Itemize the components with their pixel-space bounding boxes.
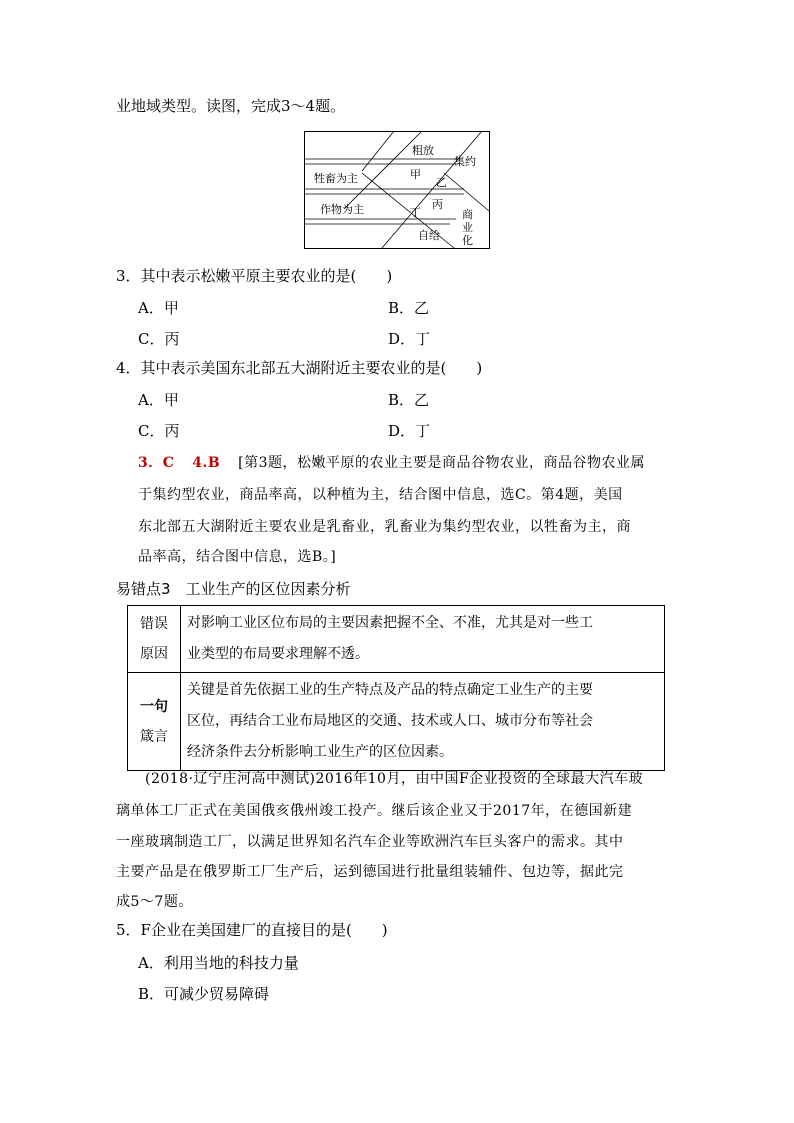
answer-text-2: 于集约型农业，商品率高，以种植为主，结合图中信息，选C。第4题，美国 — [138, 487, 623, 503]
row-text-error-cause: 对影响工业区位布局的主要因素把握不全、不准，尤其是对一些工 业类型的布局要求理解不透。 — [181, 606, 665, 673]
q3-option-d[interactable]: D．丁 — [388, 330, 431, 348]
label-livestock: 牲畜为主 — [314, 172, 358, 185]
q3-option-b[interactable]: B．乙 — [388, 299, 430, 317]
diagonal-line — [362, 131, 394, 171]
passage-line-1: (2018·辽宁庄河高中测试)2016年10月，由中国F企业投资的全球最大汽车玻 — [145, 771, 644, 787]
q5-option-b[interactable]: B．可减少贸易障碍 — [138, 985, 270, 1003]
q5-option-a[interactable]: A．利用当地的科技力量 — [138, 954, 299, 972]
label-yi: 乙 — [436, 176, 447, 189]
answer-text-1: [第3题，松嫩平原的农业主要是商品谷物农业，商品谷物农业属 — [238, 455, 646, 471]
label-commercial-3: 化 — [462, 234, 473, 247]
label-self-sufficient: 自给 — [418, 229, 440, 242]
row-label-motto: 一句 箴言 — [128, 673, 181, 771]
passage-line-5: 成5～7题。 — [116, 894, 193, 910]
diagonal-line — [444, 173, 489, 211]
label-intensive: 集约 — [454, 155, 476, 168]
q3-option-c[interactable]: C．丙 — [138, 330, 180, 348]
row-label-error-cause: 错误 原因 — [128, 606, 181, 673]
q4-stem: 4．其中表示美国东北部五大湖附近主要农业的是( ) — [116, 359, 483, 377]
label-ding: 丁 — [410, 206, 421, 219]
q4-option-b[interactable]: B．乙 — [388, 391, 430, 409]
label-commercial-1: 商 — [462, 208, 473, 221]
q4-option-d[interactable]: D．丁 — [388, 422, 431, 440]
table-row — [128, 673, 665, 771]
q3-option-a[interactable]: A．甲 — [138, 299, 179, 317]
agriculture-type-diagram — [304, 131, 490, 249]
passage-line-3: 一座玻璃制造工厂，以满足世界知名汽车企业等欧洲汽车巨头客户的需求。其中 — [116, 834, 624, 850]
passage-line-4: 主要产品是在俄罗斯工厂生产后，运到德国进行批量组装辅件、包边等，据此完 — [116, 864, 624, 880]
label-jia: 甲 — [410, 168, 421, 181]
label-bing: 丙 — [432, 198, 443, 211]
answer-text-4: 品率高，结合图中信息，选B。] — [138, 549, 337, 565]
answer-line-1 — [138, 452, 645, 472]
q3-stem: 3．其中表示松嫩平原主要农业的是( ) — [116, 267, 393, 285]
error-analysis-table — [127, 605, 665, 771]
label-commercial-2: 业 — [462, 221, 473, 234]
label-crop: 作物为主 — [320, 203, 364, 216]
answer-key-4: 4.B — [192, 455, 221, 471]
section-title: 易错点3 工业生产的区位因素分析 — [116, 580, 351, 598]
passage-line-2: 璃单体工厂正式在美国俄亥俄州竣工投产。继后该企业又于2017年，在德国新建 — [116, 803, 633, 819]
label-extensive: 粗放 — [412, 144, 434, 157]
answer-key-3: 3．C — [138, 455, 175, 471]
q5-stem: 5．F企业在美国建厂的直接目的是( ) — [116, 921, 388, 939]
table-row — [128, 606, 665, 673]
row-text-motto: 关键是首先依据工业的生产特点及产品的特点确定工业生产的主要 区位，再结合工业布局地区的交通、技术或人口、城市分布等社会 经济条件去分析影响工业生产的区位因素。 — [181, 673, 665, 771]
intro-text: 业地域类型。读图，完成3～4题。 — [116, 97, 346, 115]
q4-option-a[interactable]: A．甲 — [138, 391, 179, 409]
answer-text-3: 东北部五大湖附近主要农业是乳畜业，乳畜业为集约型农业，以牲畜为主，商 — [138, 519, 631, 535]
q4-option-c[interactable]: C．丙 — [138, 422, 180, 440]
